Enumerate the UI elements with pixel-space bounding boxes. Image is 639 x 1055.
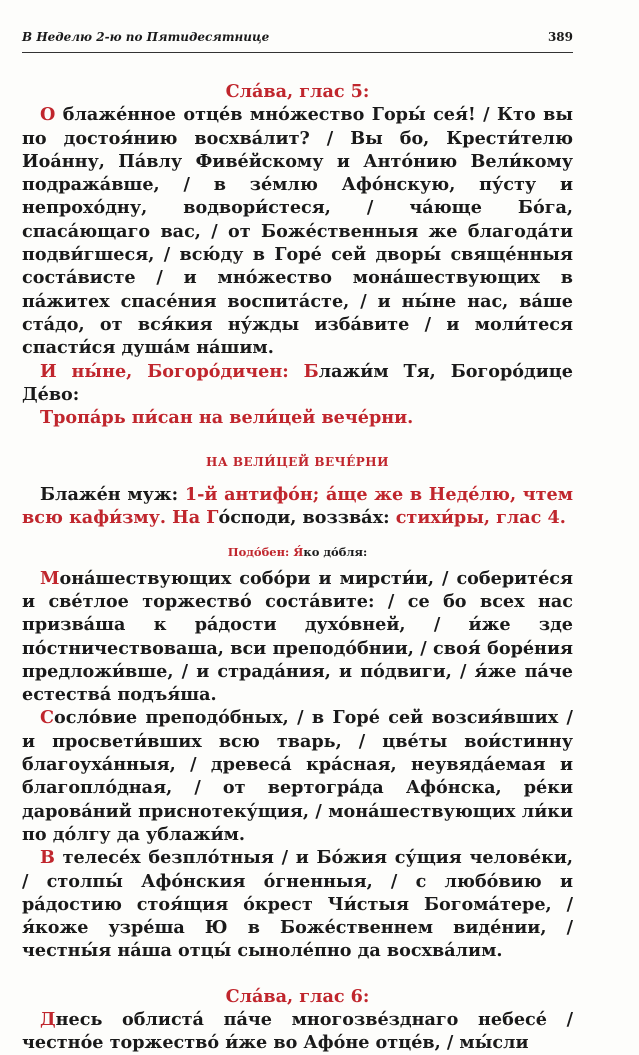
drop-letter: О <box>40 104 56 126</box>
stichera-2 <box>22 706 573 846</box>
page-number: 389 <box>547 30 573 44</box>
running-title: В Неделю 2-ю по Пятидесятнице <box>22 30 270 44</box>
stichera-3 <box>22 846 573 962</box>
drop-letter: Б <box>303 360 319 382</box>
blazhen-muzh-rubric <box>22 483 573 530</box>
drop-letter: Г <box>206 507 219 529</box>
heading-slava-glas-6: Сла́ва, глас 6: <box>225 985 370 1007</box>
stichera-1 <box>22 567 573 707</box>
heading-slava-glas-5: Сла́ва, глас 5: <box>225 81 370 102</box>
drop-letter: С <box>40 707 55 729</box>
hymn-text: телесе́х безпло́тныя / и Бо́жия су́щия челове́ки, / столпы́ Афо́нския о́гненныя, / с любо́вию и ра́достию стоя́щия о́крест Чи́стыя Богома́тере, / я́коже узре́ша Ю в Боже́ственнем виде́нии, / честны́я на́ша отцы́ сыноле́пно да восхва́лим. <box>22 847 573 962</box>
rubric-black: Блаже́н муж: <box>40 483 185 505</box>
hymn-text: блаже́нное отце́в мно́жество Горы́ сея́! / Кто вы по достоя́нию восхва́лит? / Вы бо, Крести́телю Иоа́нну, Па́влу Фиве́йскому и Анто́нию Вели́кому подража́вше, / в зе́млю Афо́нскую, пу́сту и непрохо́дну, водвори́стеся, / ча́юще Бо́га, спаса́ющаго вас, / от Боже́ственныя же благода́ти подви́гшеся, / всю́ду в Горе́ сей дворы́ свяще́нныя соста́висте / и мно́жество мона́шествующих в па́житех спасе́ния воспита́сте, / и ны́не нас, ва́ше ста́до, от вся́кия ну́жды изба́вите / и моли́теся спасти́ся душа́м на́шим. <box>22 104 573 359</box>
hymn-slava-glas-5 <box>22 103 573 359</box>
heading-vecherni: НА ВЕЛИ́ЦЕЙ ВЕЧЕ́РНИ <box>206 455 389 470</box>
hymn-slava-glas-6 <box>22 1008 573 1055</box>
i-nyne-line <box>22 360 573 407</box>
hymn-text: лажи́м Тя, Богоро́дице Де́во: <box>22 360 573 405</box>
drop-letter: В <box>40 847 55 869</box>
hymn-text: она́шествующих собо́ри и мирсти́и, / соберите́ся и све́тлое торжество́ соста́вите: / се бо всех нас призва́ша к ра́дости духо́вней, / и́же зде по́стничествоваша, вси преподо́бнии, / своя́ боре́ния предложи́вше, / и страда́ния, и по́двиги, / я́же па́че естества́ подъя́ша. <box>22 567 573 706</box>
troparion-rubric: Тропа́рь пи́сан на вели́цей вече́рни. <box>40 407 414 429</box>
hymn-text: несь облиста́ па́че многозве́зднаго небесе́ / честно́е торжество́ и́же во Афо́не отце́в, / мы́сли <box>22 1008 573 1054</box>
header-rule <box>22 52 573 53</box>
drop-letter: М <box>40 567 60 589</box>
rubric: стихи́ры, глас 4. <box>395 507 566 529</box>
podoben-model: ́ко до́бля: <box>303 545 368 560</box>
running-head <box>22 30 573 44</box>
drop-letter: Д <box>40 1008 56 1030</box>
page-body <box>22 80 573 1055</box>
hymn-text: осло́вие преподо́бных, / в Горе́ сей возсия́вших / и просвети́вших всю тварь, / цве́ты вои́стинну благоуха́нныя, / древеса́ кра́сная, неувяда́емая и благопло́дная, / от вертогра́да Афо́нска, ре́ки дарова́ний приснотеку́щия, / мона́шествующих ли́ки по до́лгу да ублажи́м. <box>22 707 573 845</box>
rubric: И ны́не, Богоро́дичен: <box>40 360 304 382</box>
podoben-label: Подо́бен: Я <box>227 545 304 560</box>
rubric-black: о́споди, воззва́х: <box>218 507 396 529</box>
podoben-line <box>22 541 573 564</box>
rubric: 1-й антифо́н; а́ще же в Неде́лю, чтем всю кафи́зму. На <box>22 483 573 529</box>
